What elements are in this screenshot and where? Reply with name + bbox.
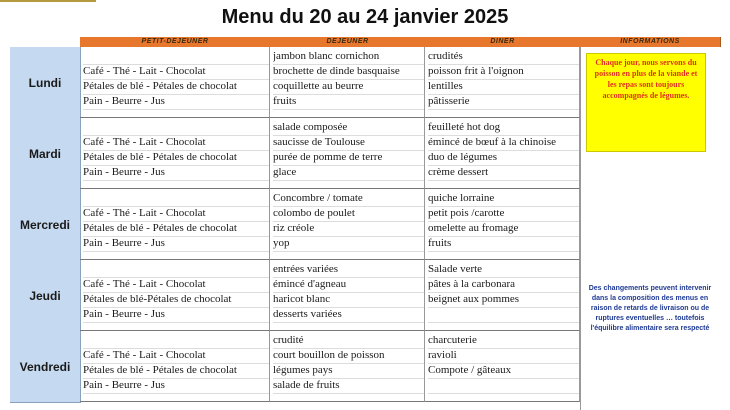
menu-item: Salade verte: [428, 262, 579, 278]
menu-item: quiche lorraine: [428, 191, 579, 207]
menu-item: glace: [273, 165, 424, 181]
menu-item: jambon blanc cornichon: [273, 49, 424, 65]
menu-item: Pain - Beurre - Jus: [83, 94, 269, 110]
menu-item: Pétales de blé-Pétales de chocolat: [83, 292, 269, 308]
menu-item: riz créole: [273, 221, 424, 237]
menu-item: Concombre / tomate: [273, 191, 424, 207]
lunch-cell: [270, 189, 425, 260]
menu-item: saucisse de Toulouse: [273, 135, 424, 151]
day-label: Jeudi: [10, 260, 81, 332]
header-dinner: DINER: [425, 37, 581, 47]
dinner-cell: [425, 260, 580, 331]
menu-item: Pain - Beurre - Jus: [83, 165, 269, 181]
lunch-cell: [270, 260, 425, 331]
menu-item: ravioli: [428, 348, 579, 364]
menu-item: yop: [273, 236, 424, 252]
page-title: Menu du 20 au 24 janvier 2025: [221, 6, 509, 28]
menu-item: Pétales de blé - Pétales de chocolat: [83, 79, 269, 95]
menu-item: entrées variées: [273, 262, 424, 278]
menu-item: fruits: [273, 94, 424, 110]
dinner-cell: [425, 189, 580, 260]
menu-item: colombo de poulet: [273, 206, 424, 222]
logo-strip: [0, 0, 96, 2]
menu-item: Café - Thé - Lait - Chocolat: [83, 348, 269, 364]
dinner-cell: [425, 331, 580, 402]
notice-menu-changes: Des changements peuvent intervenir dans la composition des menus en raison de retards de livraison ou de ruptures eventuelles … toutefois l'équilibre alimentaire sera respecté: [588, 285, 712, 332]
menu-item: Pain - Beurre - Jus: [83, 236, 269, 252]
menu-item: duo de légumes: [428, 150, 579, 166]
day-label: Mardi: [10, 118, 81, 190]
menu-item: crème dessert: [428, 165, 579, 181]
info-column: [580, 47, 721, 410]
menu-item: Pétales de blé - Pétales de chocolat: [83, 150, 269, 166]
menu-item: desserts variées: [273, 307, 424, 323]
menu-item: Pétales de blé - Pétales de chocolat: [83, 221, 269, 237]
menu-item: petit pois /carotte: [428, 206, 579, 222]
menu-table: [10, 37, 720, 410]
header-lunch: DEJEUNER: [270, 37, 426, 47]
menu-item: émincé de bœuf à la chinoise: [428, 135, 579, 151]
notice-fish-meat-vegetables: Chaque jour, nous servons du poisson en plus de la viande et les repas sont toujours accompagnés de légumes.: [586, 53, 706, 152]
menu-item: Café - Thé - Lait - Chocolat: [83, 206, 269, 222]
menu-item: haricot blanc: [273, 292, 424, 308]
menu-item: brochette de dinde basquaise: [273, 64, 424, 80]
menu-item: légumes pays: [273, 363, 424, 379]
menu-item: fruits: [428, 236, 579, 252]
menu-item: pâtes à la carbonara: [428, 277, 579, 293]
menu-item: salade composée: [273, 120, 424, 136]
dinner-cell: [425, 118, 580, 189]
day-label: Lundi: [10, 47, 81, 119]
menu-item: poisson frit à l'oignon: [428, 64, 579, 80]
menu-item: Pain - Beurre - Jus: [83, 307, 269, 323]
menu-item: [83, 191, 269, 207]
menu-item: Pain - Beurre - Jus: [83, 378, 269, 394]
breakfast-cell: [80, 260, 270, 331]
menu-item: [83, 49, 269, 65]
menu-item: [83, 262, 269, 278]
menu-item: [428, 378, 579, 394]
menu-item: salade de fruits: [273, 378, 424, 394]
breakfast-cell: [80, 189, 270, 260]
menu-item: charcuterie: [428, 333, 579, 349]
menu-item: émincé d'agneau: [273, 277, 424, 293]
dinner-cell: [425, 47, 580, 118]
menu-item: Pétales de blé - Pétales de chocolat: [83, 363, 269, 379]
menu-item: court bouillon de poisson: [273, 348, 424, 364]
lunch-cell: [270, 331, 425, 402]
menu-item: [83, 333, 269, 349]
menu-item: purée de pomme de terre: [273, 150, 424, 166]
menu-item: Café - Thé - Lait - Chocolat: [83, 277, 269, 293]
menu-item: Café - Thé - Lait - Chocolat: [83, 64, 269, 80]
menu-item: [428, 307, 579, 323]
menu-item: coquillette au beurre: [273, 79, 424, 95]
day-label: Mercredi: [10, 189, 81, 261]
menu-item: [83, 120, 269, 136]
day-label: Vendredi: [10, 331, 81, 403]
menu-item: Café - Thé - Lait - Chocolat: [83, 135, 269, 151]
menu-item: feuilleté hot dog: [428, 120, 579, 136]
menu-item: Compote / gâteaux: [428, 363, 579, 379]
breakfast-cell: [80, 118, 270, 189]
menu-item: beignet aux pommes: [428, 292, 579, 308]
lunch-cell: [270, 118, 425, 189]
menu-item: crudités: [428, 49, 579, 65]
menu-item: pâtisserie: [428, 94, 579, 110]
menu-item: crudité: [273, 333, 424, 349]
breakfast-cell: [80, 331, 270, 402]
menu-item: omelette au fromage: [428, 221, 579, 237]
header-breakfast: PETIT-DEJEUNER: [80, 37, 271, 47]
menu-item: lentilles: [428, 79, 579, 95]
breakfast-cell: [80, 47, 270, 118]
lunch-cell: [270, 47, 425, 118]
header-info: INFORMATIONS: [580, 37, 721, 47]
